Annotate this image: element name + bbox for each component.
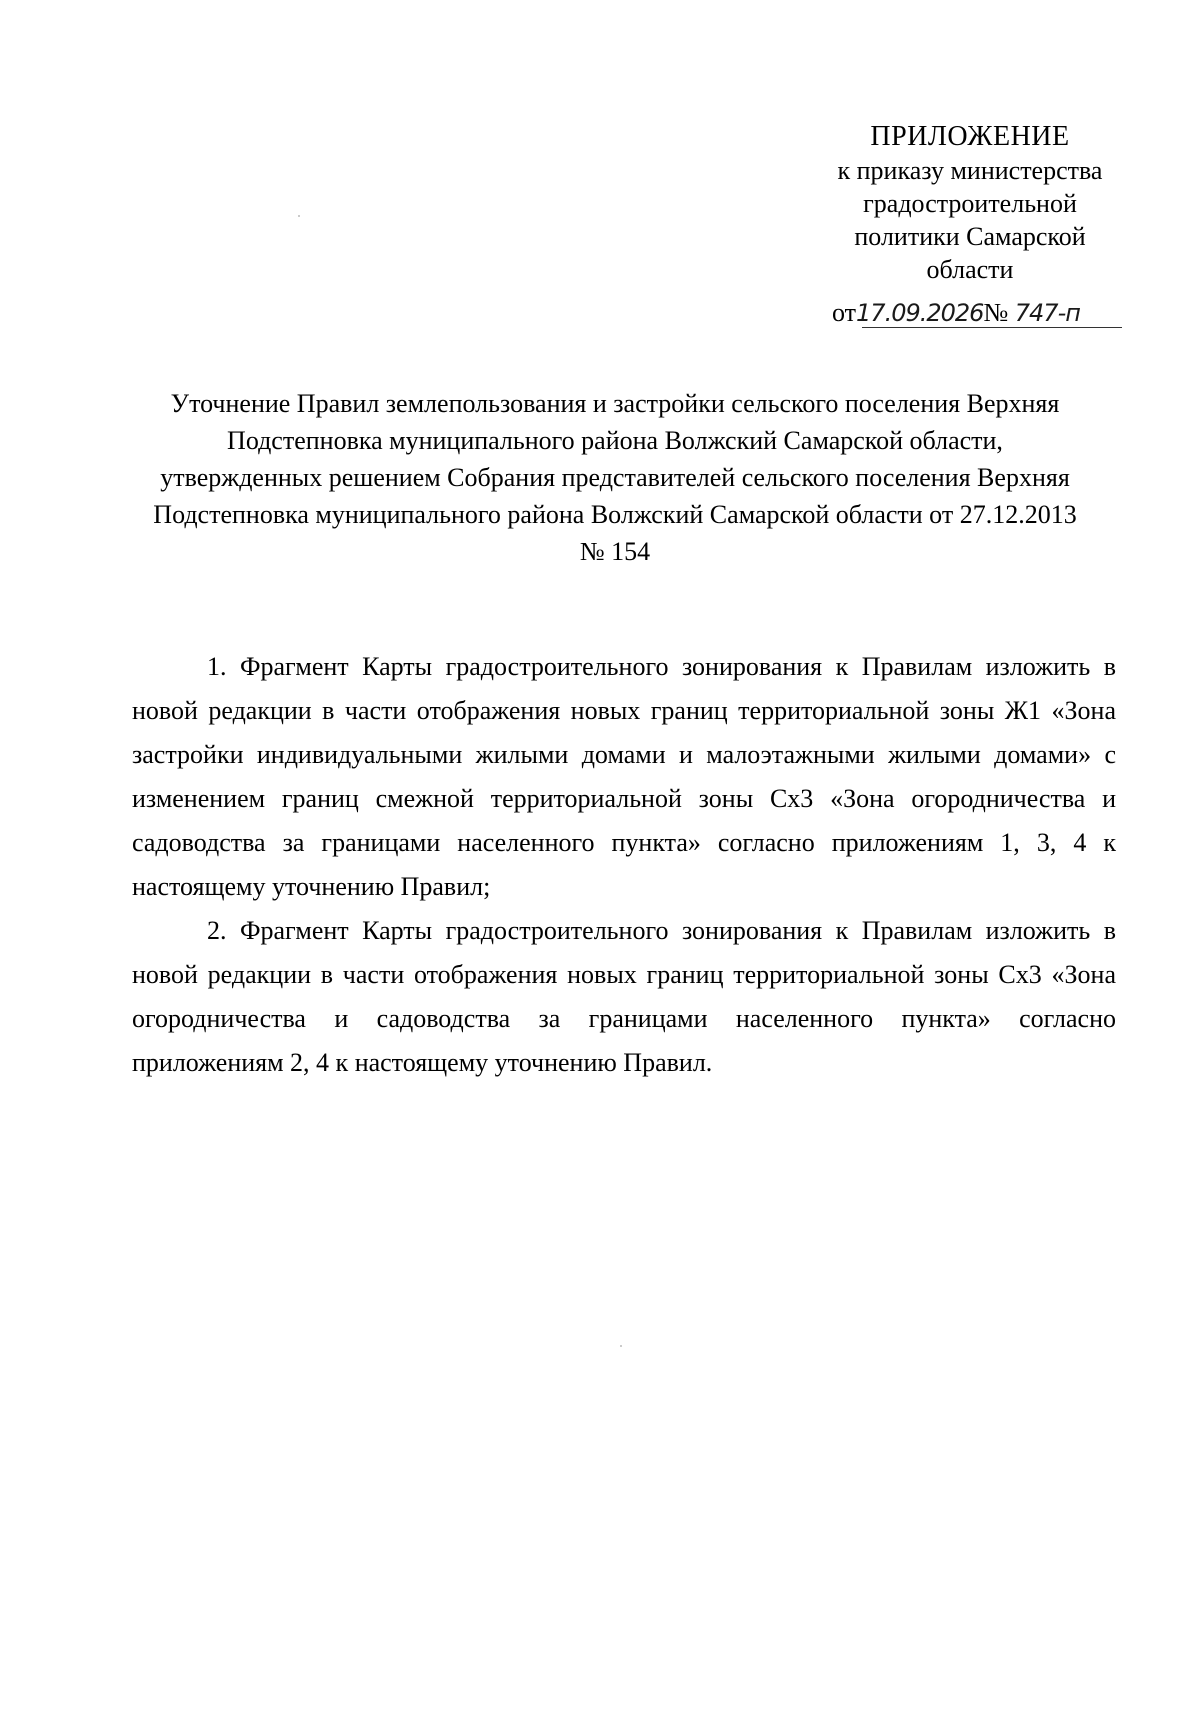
order-date-number — [832, 296, 1122, 330]
appendix-line: области — [926, 255, 1014, 284]
appendix-label: ПРИЛОЖЕНИЕ — [870, 121, 1070, 152]
scan-speck — [298, 215, 300, 217]
scan-speck — [620, 1345, 622, 1347]
handwritten-number: 747-п — [1014, 299, 1080, 327]
number-sign: № — [983, 298, 1009, 327]
handwritten-date: 17.09.2026 — [856, 299, 984, 327]
appendix-line: к приказу министерства — [837, 156, 1103, 185]
paragraph-2: 2. Фрагмент Карты градостроительного зонирования к Правилам изложить в новой редакции в части отображения новых границ территориальной зоны Сх3 «Зона огородничества и садоводства за границами населенного пункта» согласно приложениям 2, 4 к настоящему уточнению Правил. — [132, 916, 1116, 1077]
signature-underline — [862, 327, 1122, 328]
date-prefix: от — [832, 298, 857, 327]
document-title: Уточнение Правил землепользования и застройки сельского поселения Верхняя Подстепновка муниципального района Волжский Самарской области, утвержденных решением Собрания представителей сельского поселения Верхняя Подстепновка муниципального района Волжский Самарской области от 27.12.2013 № 154 — [153, 389, 1077, 566]
appendix-header — [810, 120, 1130, 286]
appendix-line: градостроительной — [863, 189, 1077, 218]
document-body — [132, 645, 1116, 1085]
paragraph-1: 1. Фрагмент Карты градостроительного зонирования к Правилам изложить в новой редакции в части отображения новых границ территориальной зоны Ж1 «Зона застройки индивидуальными жилыми домами и малоэтажными жилыми домами» с изменением границ смежной территориальной зоны Сх3 «Зона огородничества и садоводства за границами населенного пункта» согласно приложениям 1, 3, 4 к настоящему уточнению Правил; — [132, 652, 1116, 901]
appendix-line: политики Самарской — [854, 222, 1086, 251]
